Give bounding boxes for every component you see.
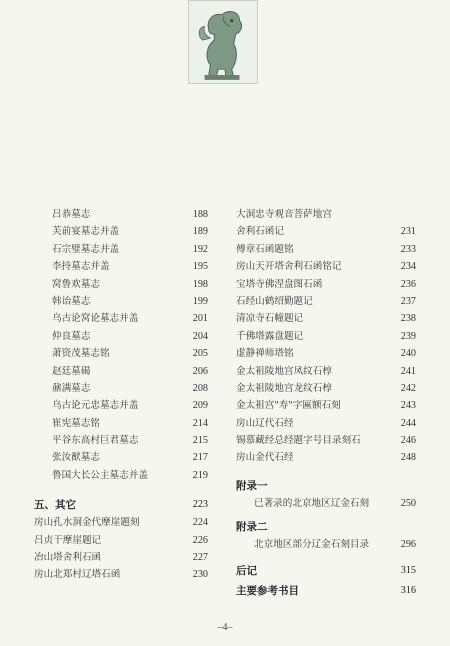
toc-entry-page: 198: [192, 278, 208, 290]
toc-entry: [34, 310, 208, 327]
toc-entry-title: 芙前宴墓志并盖: [52, 226, 120, 238]
toc-entry-page: 224: [192, 517, 208, 529]
toc-entry: [236, 363, 416, 380]
toc-entry: [34, 380, 208, 397]
toc-entry-page: 248: [400, 452, 416, 464]
toc-entry-title: 北京地区部分辽金石刻目录: [254, 539, 370, 551]
toc-entry-title: 萧资茂墓志铭: [52, 348, 110, 360]
toc-entry-page: 241: [400, 365, 416, 377]
toc-entry-title: 窝鲁欢墓志: [52, 278, 100, 290]
toc-entry: [236, 397, 416, 414]
toc-entry: [34, 328, 208, 345]
toc-entry: [34, 532, 208, 549]
toc-entry-page: 195: [192, 261, 208, 273]
bibliography-heading: [236, 582, 416, 600]
toc-entry-title: 鲁国大长公主墓志并盖: [52, 469, 148, 481]
section-heading: [34, 496, 208, 514]
section-heading-page: 223: [192, 499, 208, 511]
toc-left-column: [34, 206, 208, 584]
toc-entry: [34, 293, 208, 310]
toc-entry-page: 242: [400, 382, 416, 394]
appendix-two-heading: [236, 518, 416, 536]
toc-entry-title: 房山金代石经: [236, 452, 294, 464]
toc-entry-page: 239: [400, 330, 416, 342]
toc-entry: [236, 415, 416, 432]
toc-entry: [34, 449, 208, 466]
toc-entry-title: 大洞忠寺观音菩萨地宫: [236, 209, 332, 220]
toc-entry: [34, 432, 208, 449]
toc-entry-title: 李持墓志并盖: [52, 261, 110, 273]
toc-entry: [34, 363, 208, 380]
toc-entry-page: 192: [192, 243, 208, 255]
toc-entry: [34, 549, 208, 566]
toc-entry: [236, 495, 416, 512]
toc-entry: [34, 397, 208, 414]
toc-entry-page: 240: [400, 348, 416, 360]
toc-entry-title: 乌古论元忠墓志并盖: [52, 400, 139, 412]
bronze-lion-statue-icon: [189, 1, 257, 83]
toc-entry-title: 清凉寺石幢题记: [236, 313, 304, 325]
toc-entry-page: 231: [400, 226, 416, 238]
toc-entry-title: 仲良墓志: [52, 330, 91, 342]
toc-entry-page: 238: [400, 313, 416, 325]
toc-entry: [236, 310, 416, 327]
toc-entry-page: 237: [400, 295, 416, 307]
toc-entry-title: 石宗璧墓志并盖: [52, 243, 120, 255]
toc-entry-page: 188: [192, 209, 208, 220]
toc-right-column: [236, 206, 416, 600]
toc-entry-page: 214: [192, 417, 208, 429]
toc-entry-title: 锡慕藏经总经题字号目录刻石: [236, 435, 361, 447]
toc-entry-title: 吕贞干摩崖题记: [34, 534, 102, 546]
toc-entry-title: 虚静禅师塔铭: [236, 348, 294, 360]
toc-entry-title: 房山孔水洞金代摩崖题刻: [34, 517, 140, 529]
toc-entry: [34, 566, 208, 583]
lion-statue-image: [188, 0, 258, 84]
page-number: –4–: [217, 622, 233, 633]
toc-entry: [34, 467, 208, 484]
toc-entry-title: 石经山鹤绍勤题记: [236, 295, 313, 307]
toc-entry-title: 赵廷墓碣: [52, 365, 91, 377]
toc-entry-title: 张汝猷墓志: [52, 452, 100, 464]
appendix-two-heading-title: 附录二: [236, 521, 268, 534]
toc-entry-page: 233: [400, 243, 416, 255]
toc-entry-page: 227: [192, 552, 208, 564]
toc-entry: [34, 206, 208, 223]
postscript-heading-page: 315: [400, 564, 416, 576]
toc-entry-title: 乌古论窝论墓志并盖: [52, 313, 139, 325]
toc-entry-page: 230: [192, 569, 208, 581]
toc-entry: [34, 258, 208, 275]
toc-entry-page: 234: [400, 261, 416, 273]
toc-entry: [236, 328, 416, 345]
toc-entry: [34, 345, 208, 362]
toc-entry-page: 199: [192, 295, 208, 307]
toc-entry-title: 宝塔寺佛涅盘图石函: [236, 278, 323, 290]
toc-entry-page: 189: [192, 226, 208, 238]
toc-entry-page: 226: [192, 534, 208, 546]
toc-entry-title: 吕恭墓志: [52, 209, 91, 220]
toc-entry: [236, 345, 416, 362]
toc-entry-title: 平谷东高村巨君墓志: [52, 435, 139, 447]
toc-entry-page: 236: [400, 278, 416, 290]
toc-entry-page: 244: [400, 417, 416, 429]
bibliography-heading-title: 主要参考书目: [236, 584, 299, 597]
toc-entry-page: 217: [192, 452, 208, 464]
toc-entry-title: 房山北郑村辽塔石函: [34, 569, 121, 581]
toc-entry: [34, 223, 208, 240]
toc-entry-title: 冶山塔舍利石函: [34, 552, 102, 564]
toc-entry-title: 金太祖陵地宫凤纹石椁: [236, 365, 332, 377]
toc-entry-page: 208: [192, 382, 208, 394]
toc-entry-title: 金太祖宫"寿"字匾额石刻: [236, 400, 341, 412]
appendix-one-heading-title: 附录一: [236, 479, 268, 492]
section-heading-title: 五、其它: [34, 499, 76, 512]
toc-entry-title: 房山辽代石经: [236, 417, 294, 429]
toc-entry-page: 205: [192, 348, 208, 360]
toc-entry-title: 韩诒墓志: [52, 295, 91, 307]
toc-entry-page: 215: [192, 435, 208, 447]
postscript-heading: [236, 562, 416, 580]
toc-entry-page: 201: [192, 313, 208, 325]
toc-entry: [236, 380, 416, 397]
toc-entry-title: 千佛塔露盘题记: [236, 330, 304, 342]
toc-entry: [34, 241, 208, 258]
toc-entry: [236, 293, 416, 310]
postscript-heading-title: 后记: [236, 564, 257, 577]
toc-entry: [34, 415, 208, 432]
toc-entry: [236, 223, 416, 240]
toc-entry-page: 204: [192, 330, 208, 342]
toc-entry-title: 崔宪墓志铭: [52, 417, 100, 429]
toc-entry-page: 209: [192, 400, 208, 412]
toc-entry: [34, 514, 208, 531]
toc-entry-page: 296: [400, 539, 416, 551]
toc-entry-page: 250: [400, 497, 416, 509]
toc-entry-title: 鼐满墓志: [52, 382, 91, 394]
toc-entry-page: 219: [192, 469, 208, 481]
appendix-one-heading: [236, 477, 416, 495]
toc-entry: [236, 449, 416, 466]
toc-entry-title: 傅章石函题铭: [236, 243, 294, 255]
toc-entry: [236, 258, 416, 275]
toc-entry-page: 246: [400, 435, 416, 447]
toc-entry-title: 已著录的北京地区辽金石刻: [254, 497, 370, 509]
toc-entry-title: 舍利石函记: [236, 226, 284, 238]
toc-entry: [34, 276, 208, 293]
toc-entry: [236, 276, 416, 293]
toc-entry: [236, 206, 416, 223]
toc-entry-title: 房山天开塔舍利石函铭记: [236, 261, 342, 273]
toc-entry-page: 206: [192, 365, 208, 377]
toc-entry-title: 金太祖陵地宫龙纹石椁: [236, 382, 332, 394]
toc-entry: [236, 536, 416, 553]
toc-entry: [236, 432, 416, 449]
toc-entry: [236, 241, 416, 258]
bibliography-heading-page: 316: [400, 584, 416, 596]
toc-entry-page: 243: [400, 400, 416, 412]
